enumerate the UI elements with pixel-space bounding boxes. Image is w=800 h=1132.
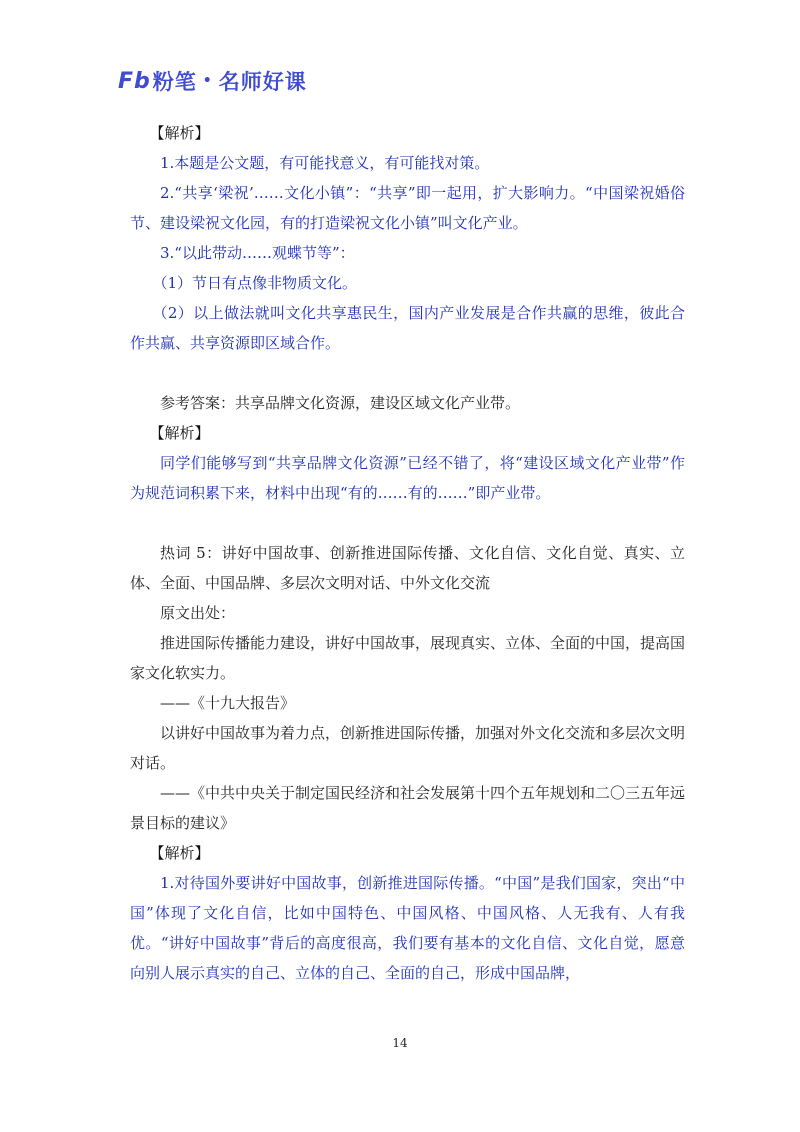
paragraph: 1.本题是公文题，有可能找意义，有可能找对策。 bbox=[160, 154, 490, 172]
logo-brand: 粉笔 bbox=[152, 70, 197, 94]
paragraph: 1.对待国外要讲好中国故事，创新推进国际传播。“中国”是我们国家，突出“中国”体现了文化自信，比如中国特色、中国风格、中国风格、人无我有、人有我优。“讲好中国故事”背后的高度很高，我们要有基本的文化自信、文化自觉，愿意向别人展示真实的自己、立体的自己、全面的自己，形成中国品牌， bbox=[130, 874, 685, 982]
brand-logo bbox=[118, 66, 307, 96]
paragraph: 推进国际传播能力建设，讲好中国故事，展现真实、立体、全面的中国，提高国家文化软实力。 bbox=[130, 634, 686, 682]
paragraph: 3.“以此带动……观蝶节等”： bbox=[160, 244, 355, 262]
paragraph: ——《十九大报告》 bbox=[160, 694, 296, 712]
logo-separator: • bbox=[202, 73, 213, 89]
logo-slogan: 名师好课 bbox=[218, 70, 307, 94]
document-body bbox=[130, 118, 685, 988]
paragraph: （1）节日有点像非物质文化。 bbox=[152, 274, 358, 292]
paragraph: ——《中共中央关于制定国民经济和社会发展第十四个五年规划和二〇三五年远景目标的建议》 bbox=[130, 784, 686, 832]
paragraph: 以讲好中国故事为着力点，创新推进国际传播，加强对外文化交流和多层次文明对话。 bbox=[130, 724, 686, 772]
paragraph: 2.“共享‘梁祝’……文化小镇”：“共享”即一起用，扩大影响力。“中国梁祝婚俗节、建设梁祝文化园，有的打造梁祝文化小镇”叫文化产业。 bbox=[130, 184, 685, 232]
paragraph: （2）以上做法就叫文化共享惠民生，国内产业发展是合作共赢的思维，彼此合作共赢、共享资源即区域合作。 bbox=[130, 304, 685, 352]
page-number: 14 bbox=[392, 1036, 408, 1050]
paragraph: 同学们能够写到“共享品牌文化资源”已经不错了，将“建设区域文化产业带”作为规范词积累下来，材料中出现“有的……有的……”即产业带。 bbox=[130, 454, 685, 502]
paragraph: 原文出处： bbox=[160, 604, 236, 622]
paragraph: 热词 5：讲好中国故事、创新推进国际传播、文化自信、文化自觉、真实、立体、全面、中国品牌、多层次文明对话、中外文化交流 bbox=[130, 544, 685, 592]
section-tag: 【解析】 bbox=[149, 844, 210, 862]
section-tag: 【解析】 bbox=[149, 124, 210, 142]
section-tag: 【解析】 bbox=[149, 424, 210, 442]
logo-icon: Fb bbox=[118, 68, 151, 94]
paragraph: 参考答案：共享品牌文化资源，建设区域文化产业带。 bbox=[160, 394, 521, 412]
